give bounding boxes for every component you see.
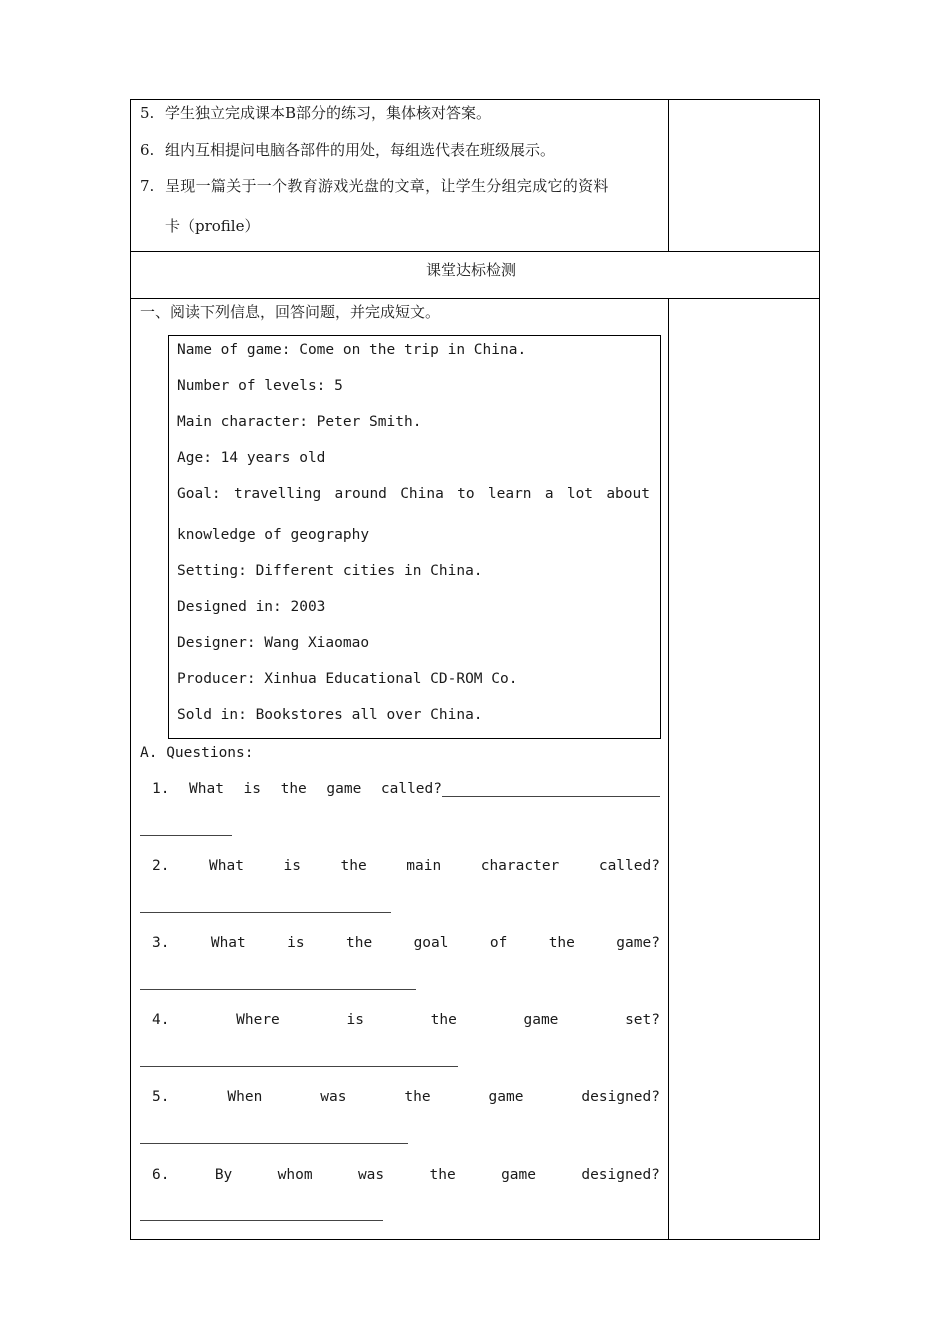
answer-line[interactable] — [140, 835, 232, 836]
question-number: 2. — [152, 858, 170, 874]
step-number: 5. — [140, 104, 155, 122]
profile-designer: Designer: Wang Xiaomao — [177, 635, 370, 651]
row-divider-1 — [130, 251, 820, 252]
question-word: game — [488, 1089, 524, 1105]
step-text-continued: 卡（profile） — [165, 217, 260, 235]
question-word: What — [209, 858, 244, 874]
question-number: 3. — [152, 935, 170, 951]
question-3 — [152, 934, 660, 952]
question-4 — [152, 1011, 660, 1029]
goal-word: Goal: — [177, 486, 221, 502]
question-number: 1. — [152, 781, 170, 797]
question-word: Where — [236, 1012, 280, 1028]
profile-producer: Producer: Xinhua Educational CD-ROM Co. — [177, 671, 518, 687]
question-word: set? — [625, 1012, 660, 1028]
question-word: What — [210, 935, 246, 951]
question-word: By — [214, 1167, 233, 1183]
profile-character: Main character: Peter Smith. — [177, 414, 422, 430]
column-divider-top — [668, 99, 669, 251]
question-word: is — [243, 781, 262, 797]
question-6 — [152, 1166, 660, 1184]
step-text: 组内互相提问电脑各部件的用处，每组选代表在班级展示。 — [165, 141, 556, 159]
question-word: whom — [277, 1167, 313, 1183]
question-word: was — [320, 1089, 347, 1105]
question-word: game — [326, 781, 362, 797]
question-word: of — [489, 935, 508, 951]
question-word: the — [280, 781, 307, 797]
question-word: When — [227, 1089, 263, 1105]
step-text: 学生独立完成课本B部分的练习，集体核对答案。 — [165, 104, 492, 122]
step-number: 6. — [140, 141, 155, 159]
answer-line[interactable] — [140, 1066, 458, 1067]
profile-levels: Number of levels: 5 — [177, 378, 343, 394]
question-word: is — [346, 1012, 364, 1028]
goal-word: lot — [566, 486, 594, 502]
step-text: 呈现一篇关于一个教育游戏光盘的文章，让学生分组完成它的资料 — [165, 177, 609, 195]
goal-word: to — [457, 486, 475, 502]
answer-line[interactable] — [442, 796, 660, 797]
question-word: What — [189, 781, 224, 797]
question-word: main — [406, 858, 442, 874]
question-2 — [152, 857, 660, 875]
question-word: is — [283, 858, 301, 874]
question-word: was — [357, 1167, 385, 1183]
question-word: the — [404, 1089, 431, 1105]
answer-line[interactable] — [140, 989, 416, 990]
question-word: game — [501, 1167, 536, 1183]
questions-heading: A. Questions: — [140, 745, 254, 761]
question-word: called? — [380, 781, 442, 797]
question-word: the — [430, 1012, 457, 1028]
goal-word: learn — [487, 486, 532, 502]
instruction: 一、阅读下列信息，回答问题，并完成短文。 — [140, 303, 441, 321]
step-number: 7. — [140, 177, 155, 195]
question-number: 6. — [152, 1167, 170, 1183]
question-word: game — [523, 1012, 559, 1028]
profile-goal — [177, 485, 650, 503]
question-5 — [152, 1088, 660, 1106]
question-word: is — [287, 935, 305, 951]
section-title: 课堂达标检测 — [426, 261, 517, 279]
profile-age: Age: 14 years old — [177, 450, 326, 466]
goal-word: China — [400, 486, 444, 502]
question-word: the — [345, 935, 373, 951]
goal-word: around — [334, 486, 387, 502]
question-number: 5. — [152, 1089, 170, 1105]
profile-designed: Designed in: 2003 — [177, 599, 326, 615]
profile-sold: Sold in: Bookstores all over China. — [177, 707, 483, 723]
question-word: goal — [413, 935, 449, 951]
question-word: the — [548, 935, 575, 951]
goal-word: travelling — [233, 486, 322, 502]
profile-name: Name of game: Come on the trip in China. — [177, 342, 527, 358]
profile-setting: Setting: Different cities in China. — [177, 563, 483, 579]
question-word: game? — [616, 935, 660, 951]
answer-line[interactable] — [140, 1143, 408, 1144]
question-word: the — [429, 1167, 456, 1183]
question-word: designed? — [581, 1089, 660, 1105]
answer-line[interactable] — [140, 912, 391, 913]
row-divider-2 — [130, 298, 820, 299]
profile-goal-continued: knowledge of geography — [177, 527, 370, 543]
question-number: 4. — [152, 1012, 170, 1028]
question-1 — [152, 780, 442, 798]
question-word: designed? — [581, 1167, 660, 1183]
question-word: character — [480, 858, 560, 874]
answer-line[interactable] — [140, 1220, 383, 1221]
column-divider-bottom — [668, 298, 669, 1240]
goal-word: about — [606, 486, 650, 502]
goal-word: a — [544, 486, 554, 502]
question-word: called? — [598, 858, 660, 874]
question-word: the — [340, 858, 367, 874]
